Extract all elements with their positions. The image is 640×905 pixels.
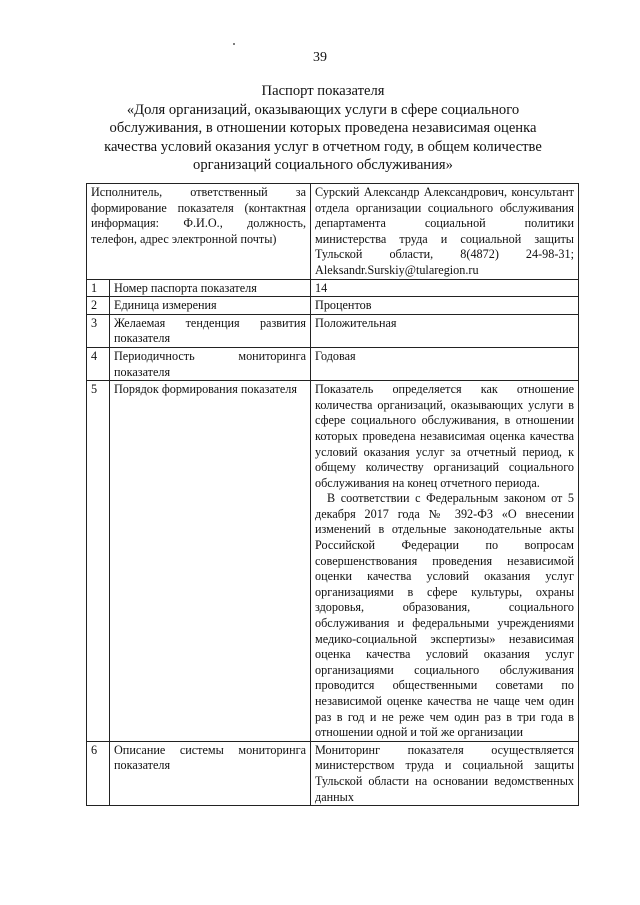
row-number: 3	[87, 314, 110, 347]
table-row	[87, 347, 579, 380]
formation-paragraph-1: Показатель определяется как отношение количества организаций, оказывающих услуги в сфере социального обслуживания, в отношении которых проведена независимая оценка качества условий оказания услуг за отчетный период, к общему количеству организаций социального обслуживания на конец отчетного периода.	[315, 382, 575, 490]
row-label: Описание системы мониторинга показателя	[110, 741, 311, 805]
row-number: 2	[87, 297, 110, 315]
scan-speck	[233, 43, 235, 45]
table-row	[87, 381, 579, 742]
title-line-2: «Доля организаций, оказывающих услуги в сфере социального	[126, 101, 520, 118]
row-number: 5	[87, 381, 110, 742]
row-value: Положительная	[311, 314, 579, 347]
responsible-label: Исполнитель, ответственный за формирование показателя (контактная информация: Ф.И.О., должность, телефон, адрес электронной почты)	[87, 184, 311, 280]
table-row	[87, 314, 579, 347]
page-number: 39	[313, 50, 327, 65]
row-number: 1	[87, 279, 110, 297]
row-value: Процентов	[311, 297, 579, 315]
title-line-1: Паспорт показателя	[261, 83, 385, 99]
document-title	[88, 82, 558, 175]
responsible-value: Сурский Александр Александрович, консультант отдела организации социального обслуживания департамента социальной политики министерства труда и социальной защиты Тульской области, 8(4872) 24-98-31; Aleksandr.Surskiy@tularegion.ru	[311, 184, 579, 280]
row-label: Единица измерения	[110, 297, 311, 315]
title-line-4: качества условий оказания услуг в отчетном году, в общем количестве	[104, 138, 542, 155]
table-row	[87, 741, 579, 805]
row-value	[311, 381, 579, 742]
row-number: 6	[87, 741, 110, 805]
row-value: Годовая	[311, 347, 579, 380]
row-value: Мониторинг показателя осуществляется министерством труда и социальной защиты Тульской области на основании ведомственных данных	[311, 741, 579, 805]
row-label: Номер паспорта показателя	[110, 279, 311, 297]
table-row-header	[87, 184, 579, 280]
formation-paragraph-2: В соответствии с Федеральным законом от 5 декабря 2017 года № 392-ФЗ «О внесении изменений в отдельные законодательные акты Российской Федерации по вопросам совершенствования проведения независимой оценки качества условий оказания услуг организациями в сфере культуры, охраны здоровья, образования, социального обслуживания и федеральными учреждениями медико-социальной экспертизы» независимая оценка качества условий оказания услуг организациями социального обслуживания проводится общественными советами по независимой оценке качества не чаще чем один раз в год и не реже чем один раз в три года в отношении одной и той же организации	[315, 491, 575, 740]
title-line-3: обслуживания, в отношении которых проведена независимая оценка	[109, 120, 537, 136]
row-number: 4	[87, 347, 110, 380]
table-row	[87, 279, 579, 297]
row-label: Периодичность мониторинга показателя	[110, 347, 311, 380]
row-value: 14	[311, 279, 579, 297]
title-line-5: организаций социального обслуживания»	[193, 157, 453, 173]
row-label: Желаемая тенденция развития показателя	[110, 314, 311, 347]
row-label: Порядок формирования показателя	[110, 381, 311, 742]
table-row	[87, 297, 579, 315]
passport-table	[86, 183, 579, 806]
